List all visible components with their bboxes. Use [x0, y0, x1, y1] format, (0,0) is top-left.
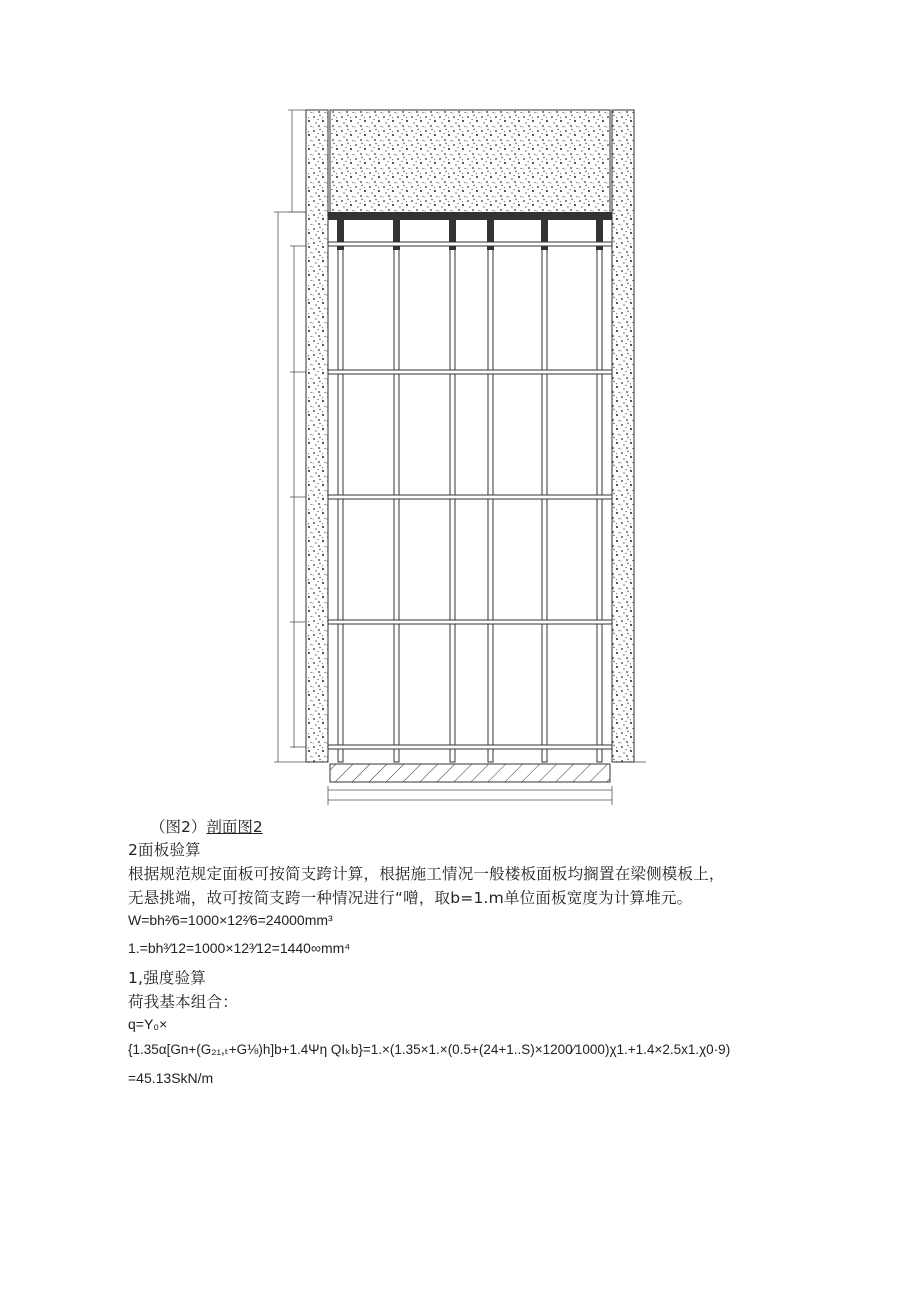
long-formula: {1.35α[Gn+(G₂₁,ₜ+G⅛)h]b+1.4Ψη QIₖb}=1.×(1.35×1.×(0.5+(24+1..S)×1200⁄1000)χ1.+1.4×2.5x1.χ0·9)	[128, 1042, 731, 1057]
q-line: q=Y₀×	[128, 1016, 168, 1032]
left-wall	[306, 110, 328, 762]
result-line: =45.13SkN/m	[128, 1070, 214, 1086]
right-wall	[612, 110, 634, 762]
formwork-plank	[328, 212, 612, 220]
section-drawing	[270, 100, 650, 810]
para-line-2: 无悬挑端，故可按简支跨一种情况进行“噌，取b=1.m单位面板宽度为计算堆元。	[128, 889, 693, 907]
ground	[330, 764, 610, 782]
w-formula: W=bh²∕6=1000×12²∕6=24000mm³	[128, 912, 333, 928]
para-line-1: 根据规范规定面板可按简支跨计算，根据施工情况一般楼板面板均搁置在梁侧模板上，	[128, 865, 725, 883]
caption-title: 剖面图2	[206, 818, 263, 836]
i-formula: 1.=bh³∕12=1000×12³∕12=1440∞mm⁴	[128, 940, 351, 956]
figure-caption	[150, 815, 263, 837]
strength-heading: 1,强度验算	[128, 969, 206, 987]
top-slab	[330, 110, 610, 213]
caption-prefix: （图2）	[150, 818, 207, 836]
section-heading: 2面板验算	[128, 841, 201, 859]
horizontal-ledgers	[328, 242, 612, 749]
combo-label: 荷我基本组合：	[128, 993, 238, 1011]
